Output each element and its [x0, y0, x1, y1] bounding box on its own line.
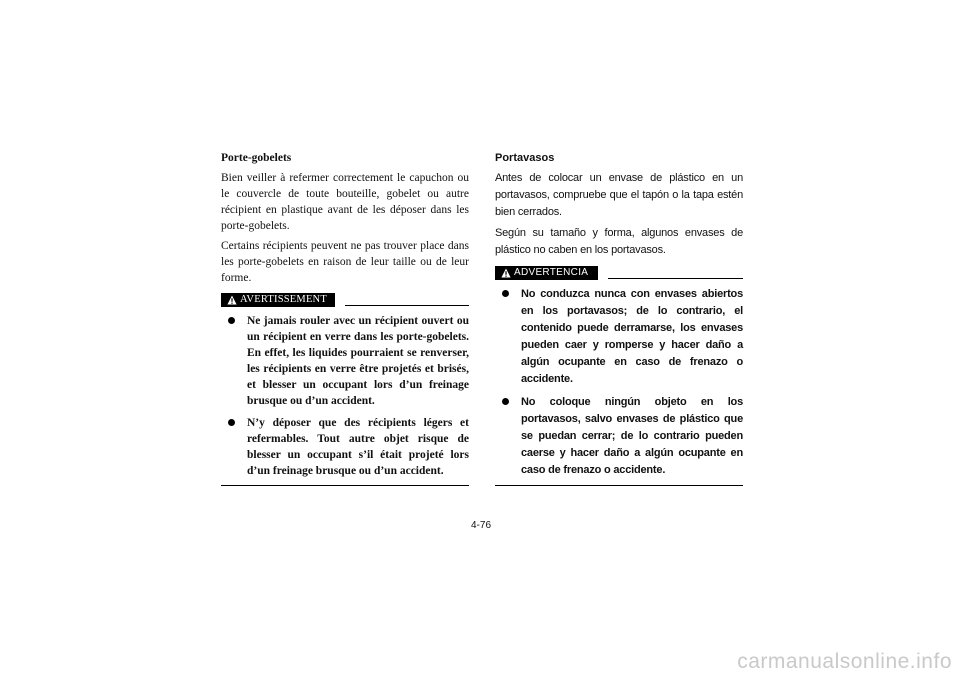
section-end-rule [221, 485, 469, 486]
warning-item [495, 394, 743, 479]
warning-triangle-icon [227, 295, 237, 305]
warning-rule [608, 278, 743, 279]
warning-item [221, 415, 469, 479]
warning-header [495, 265, 743, 280]
warning-badge [495, 266, 598, 280]
warning-item-text: No conduzca nunca con envases abiertos en los portavasos; de lo contrario, el contenido puede derramarse, los envases pueden caer y romperse y hacer daño a algún ocupante en caso de frenazo o accidente. [521, 288, 743, 385]
warning-item-text: No coloque ningún objeto en los portavasos, salvo envases de plástico que se puedan cerrar; de lo contrario pueden caerse y hacer daño a algún ocupante en caso de frenazo o accidente. [521, 396, 743, 476]
warning-header [221, 292, 469, 307]
watermark: carmanualsonline.info [737, 650, 952, 673]
warning-badge [221, 293, 335, 307]
section-end-rule [495, 485, 743, 486]
section-heading: Portavasos [495, 152, 555, 164]
warning-list [495, 286, 743, 479]
warning-triangle-icon [501, 268, 511, 278]
paragraph: Bien veiller à refermer correctement le capuchon ou le couvercle de toute bouteille, gobelet ou autre récipient en plastique avant de les déposer dans les porte-gobelets. [221, 172, 469, 232]
warning-item-text: N’y déposer que des récipients légers et refermables. Tout autre objet risque de blesser un occupant s’il était projeté lors d’un freinage brusque ou d’un accident. [247, 417, 469, 477]
warning-item [221, 313, 469, 409]
french-column [221, 150, 469, 486]
warning-list [221, 313, 469, 479]
paragraph: Certains récipients peuvent ne pas trouver place dans les porte-gobelets en raison de leur taille ou de leur forme. [221, 240, 469, 284]
warning-label: ADVERTENCIA [514, 267, 589, 278]
warning-rule [345, 305, 469, 306]
bullet-icon [502, 398, 509, 405]
bullet-icon [502, 290, 509, 297]
section-heading: Porte-gobelets [221, 152, 292, 164]
page-number: 4-76 [471, 520, 492, 531]
warning-label: AVERTISSEMENT [240, 294, 327, 305]
paragraph: Según su tamaño y forma, algunos envases de plástico no caben en los portavasos. [495, 227, 743, 256]
warning-item [495, 286, 743, 388]
warning-item-text: Ne jamais rouler avec un récipient ouvert ou un récipient en verre dans les porte-gobelets. En effet, les liquides pourraient se renverser, les récipients en verre être projetés et brisés, et blesser un occupant lors d’un freinage brusque ou d’un accident. [247, 315, 469, 407]
bullet-icon [228, 419, 235, 426]
bullet-icon [228, 317, 235, 324]
paragraph: Antes de colocar un envase de plástico en un portavasos, compruebe que el tapón o la tapa estén bien cerrados. [495, 172, 743, 218]
spanish-column [495, 150, 743, 486]
